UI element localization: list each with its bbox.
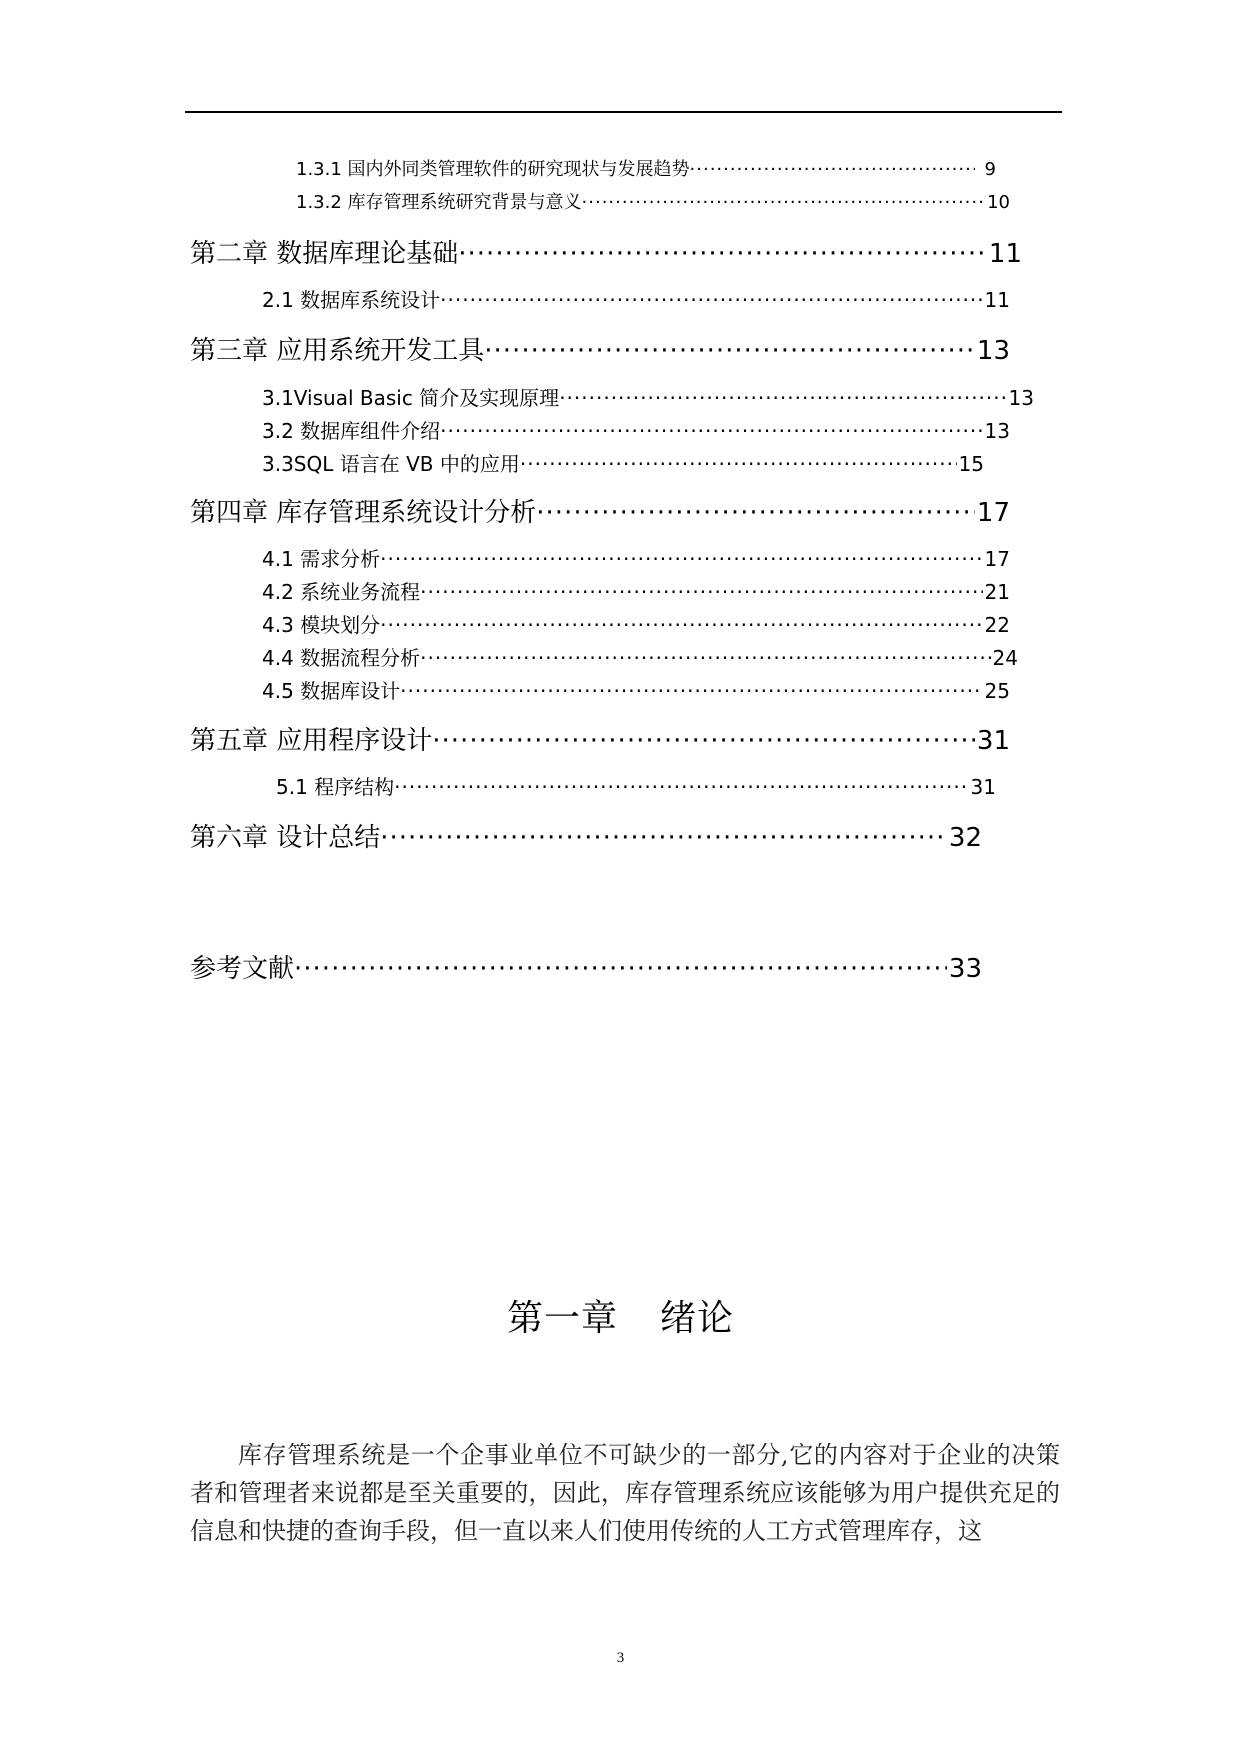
toc-entry[interactable] [190, 492, 1010, 529]
toc-label: 第四章 库存管理系统设计分析 [190, 498, 537, 528]
toc-label: 4.3 模块划分 [262, 613, 381, 637]
toc-label: 第六章 设计总结 [190, 823, 381, 853]
toc-label: 2.1 数据库系统设计 [262, 288, 441, 312]
toc-entry[interactable] [262, 675, 1010, 704]
toc-leader [394, 775, 968, 799]
toc-label: 3.2 数据库组件介绍 [262, 419, 441, 443]
toc-page: 13 [1008, 386, 1034, 410]
toc-leader [440, 288, 982, 312]
toc-leader [380, 547, 982, 571]
toc-label: 5.1 程序结构 [276, 775, 395, 799]
toc-page: 22 [984, 613, 1010, 637]
toc-leader [380, 823, 947, 853]
page-number: 3 [616, 1650, 625, 1666]
toc-entry[interactable] [190, 817, 982, 854]
toc-leader [440, 419, 982, 443]
toc-entry[interactable] [296, 155, 996, 181]
toc-entry[interactable] [262, 284, 1010, 313]
toc-page: 31 [970, 775, 996, 799]
toc-label: 1.3.2 库存管理系统研究背景与意义 [296, 192, 582, 213]
toc-label: 3.1Visual Basic 简介及实现原理 [262, 386, 560, 410]
toc-page: 9 [984, 159, 996, 180]
toc-leader [690, 159, 975, 180]
toc-page: 15 [958, 452, 984, 476]
toc-leader [294, 954, 947, 984]
toc-entry[interactable] [262, 576, 1010, 605]
toc-label: 4.4 数据流程分析 [262, 646, 421, 670]
toc-label: 3.3SQL 语言在 VB 中的应用 [262, 452, 520, 476]
toc-leader [559, 386, 1006, 410]
toc-leader [400, 679, 982, 703]
toc-entry[interactable] [190, 233, 1022, 270]
toc-entry[interactable] [262, 609, 1010, 638]
toc-page: 17 [984, 547, 1010, 571]
toc-label: 第五章 应用程序设计 [190, 726, 433, 756]
toc-label: 第三章 应用系统开发工具 [190, 336, 485, 366]
toc-entry[interactable] [190, 330, 1010, 367]
toc-entry[interactable] [190, 720, 1010, 757]
toc-leader [420, 646, 990, 670]
toc-leader [484, 336, 975, 366]
toc-page: 11 [984, 288, 1010, 312]
toc-leader [458, 239, 987, 269]
toc-page: 24 [992, 646, 1018, 670]
toc-page: 13 [984, 419, 1010, 443]
toc-entry[interactable] [262, 642, 1018, 671]
toc-entry[interactable] [276, 771, 996, 800]
chapter-title-text: 绪论 [660, 1298, 735, 1339]
toc-label: 4.2 系统业务流程 [262, 580, 421, 604]
toc-entry[interactable] [262, 448, 984, 477]
toc-leader [432, 726, 975, 756]
toc-entry[interactable] [262, 415, 1010, 444]
toc-page: 10 [987, 192, 1010, 213]
toc-entry[interactable] [262, 543, 1010, 572]
chapter-heading [0, 1290, 1241, 1341]
toc-page: 13 [976, 336, 1010, 366]
toc-page: 11 [988, 239, 1022, 269]
toc-page: 31 [976, 726, 1010, 756]
toc-page: 25 [984, 679, 1010, 703]
header-rule [185, 111, 1062, 113]
toc-leader [520, 452, 957, 476]
toc-page: 32 [948, 823, 982, 853]
toc-entry[interactable] [190, 948, 982, 985]
toc-entry[interactable] [296, 188, 1010, 214]
toc-leader [420, 580, 982, 604]
chapter-number: 第一章 [506, 1298, 618, 1339]
toc-leader [536, 498, 975, 528]
toc-page: 33 [948, 954, 982, 984]
body-text [190, 1436, 1060, 1550]
toc-leader [582, 192, 986, 213]
toc-label: 1.3.1 国内外同类管理软件的研究现状与发展趋势 [296, 159, 690, 180]
toc-label: 参考文献 [190, 954, 295, 984]
toc-label: 4.5 数据库设计 [262, 679, 401, 703]
toc-label: 第二章 数据库理论基础 [190, 239, 459, 269]
toc-label: 4.1 需求分析 [262, 547, 381, 571]
body-paragraph: 库存管理系统是一个企事业单位不可缺少的一部分,它的内容对于企业的决策者和管理者来说都是至关重要的，因此，库存管理系统应该能够为用户提供充足的信息和快捷的查询手段，但一直以来人们使用传统的人工方式管理库存，这 [190, 1441, 1060, 1545]
toc-page: 21 [984, 580, 1010, 604]
toc-page: 17 [976, 498, 1010, 528]
toc-leader [380, 613, 982, 637]
toc-entry[interactable] [262, 382, 1034, 411]
